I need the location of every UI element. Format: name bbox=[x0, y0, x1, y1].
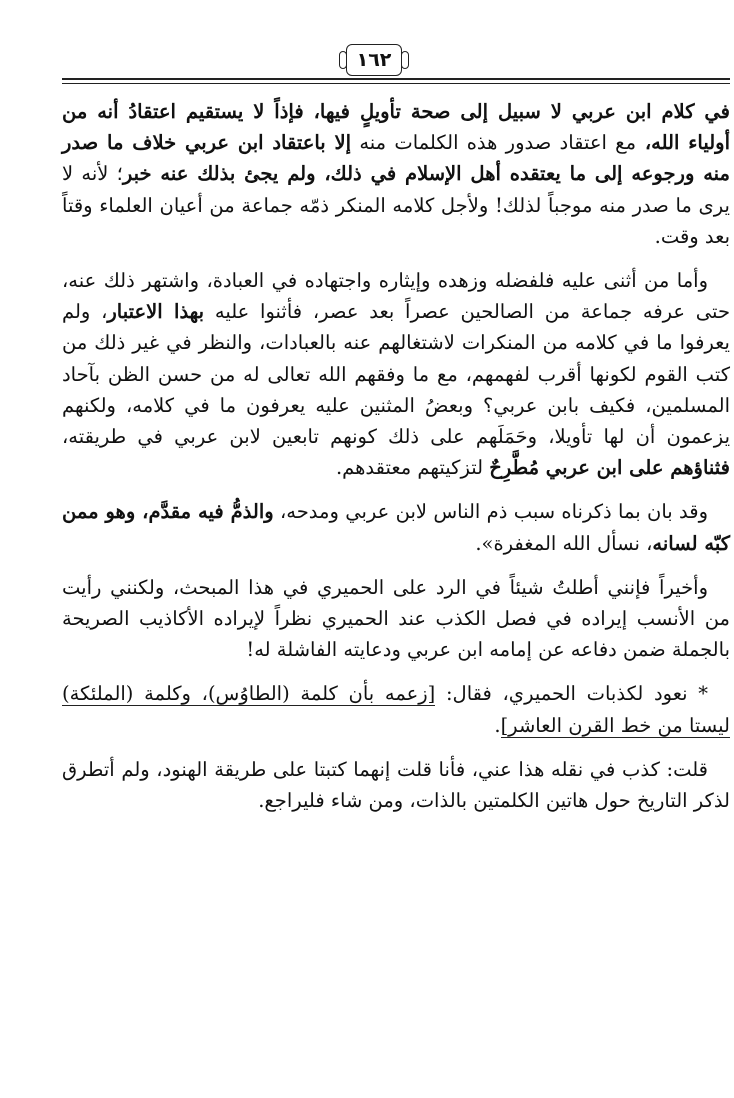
underlined-quote: [زعمه بأن كلمة (الطاوُس)، وكلمة (الملئكة) ليستا من خط القرن العاشر] bbox=[62, 682, 730, 737]
text-segment: ؛ لأنه لا يرى ما صدر منه موجباً لذلك! ولأجل كلامه المنكر ذمّه جماعة من أعيان العلماء وقتاً بعد وقت. bbox=[62, 162, 730, 248]
paragraph-p2 bbox=[62, 265, 730, 483]
bold-text-segment: والذمُّ فيه مقدَّم، وهو ممن كبّه لسانه bbox=[62, 500, 730, 555]
paragraph-p5 bbox=[62, 678, 730, 740]
page-number: ١٦٢ bbox=[346, 44, 402, 76]
bold-text-segment: في كلام ابن عربي لا سبيل إلى صحة تأويلٍ فيها، فإذاً لا يستقيم اعتقادُ أنه من أولياء الله، bbox=[62, 100, 730, 155]
bold-text-segment: إلا باعتقاد ابن عربي خلاف ما صدر منه ورجوعه إلى ما يعتقده أهل الإسلام في ذلك، ولم يجئ بذلك عنه خبر bbox=[62, 131, 730, 186]
bold-text-segment: بهذا الاعتبار bbox=[107, 300, 205, 324]
text-segment: لتزكيتهم معتقدهم. bbox=[335, 456, 490, 480]
text-segment: وأخيراً فإنني أطلتُ شيئاً في الرد على الحميري في هذا المبحث، ولكنني رأيت من الأنسب إيراده في فصل الكذب عند الحميري نظراً لإيراده الأكاذيب الصريحة بالجملة ضمن دفاعه عن إمامه ابن عربي ودعايته الفاشلة له! bbox=[62, 575, 730, 662]
page-header bbox=[62, 44, 730, 86]
text-segment: وأما من أثنى عليه فلفضله وزهده وإيثاره واجتهاده في العبادة، واشتهر ذلك عنه، حتى عرفه جماعة من الصالحين عصراً بعد عصر، فأثنوا عليه bbox=[62, 269, 730, 324]
text-segment: وقد بان بما ذكرناه سبب ذم الناس لابن عربي ومدحه، bbox=[273, 500, 708, 524]
text-segment: ، نسأل الله المغفرة». bbox=[475, 531, 653, 555]
text-segment: ، ولم يعرفوا ما في كلامه من المنكرات لاشتغالهم عنه بالعبادات، والنظر في غير ذلك من كتب القوم لكونها أقرب لفهمهم، مع ما وفقهم الله تعالى له من حسن الظن بآحاد المسلمين، فكيف بابن عربي؟ وبعضُ المثنين عليه يعرفون ما في كلامه، ولكنهم يزعمون أن لها تأويلا، وحَمَلَهم على ذلك كونهم تابعين لابن عربي في طريقته، bbox=[62, 300, 730, 449]
header-rule-thin bbox=[62, 83, 730, 84]
bold-text-segment: فثناؤهم على ابن عربي مُطَّرِحٌ bbox=[489, 456, 730, 480]
text-segment: قلت: كذب في نقله هذا عني، فأنا قلت إنهما كتبتا على طريقة الهنود، ولم أتطرق لذكر التاريخ حول هاتين الكلمتين بالذات، ومن شاء فليراجع. bbox=[62, 757, 730, 813]
paragraph-p6 bbox=[62, 754, 730, 816]
text-segment: مع اعتقاد صدور هذه الكلمات منه bbox=[351, 131, 637, 155]
paragraph-p3 bbox=[62, 496, 730, 558]
text-segment: . bbox=[494, 713, 501, 737]
text-segment: * نعود لكذبات الحميري، فقال: bbox=[435, 682, 708, 706]
paragraph-p1 bbox=[62, 96, 730, 252]
document-body bbox=[62, 96, 730, 829]
paragraph-p4 bbox=[62, 572, 730, 666]
header-rule-thick bbox=[62, 78, 730, 80]
